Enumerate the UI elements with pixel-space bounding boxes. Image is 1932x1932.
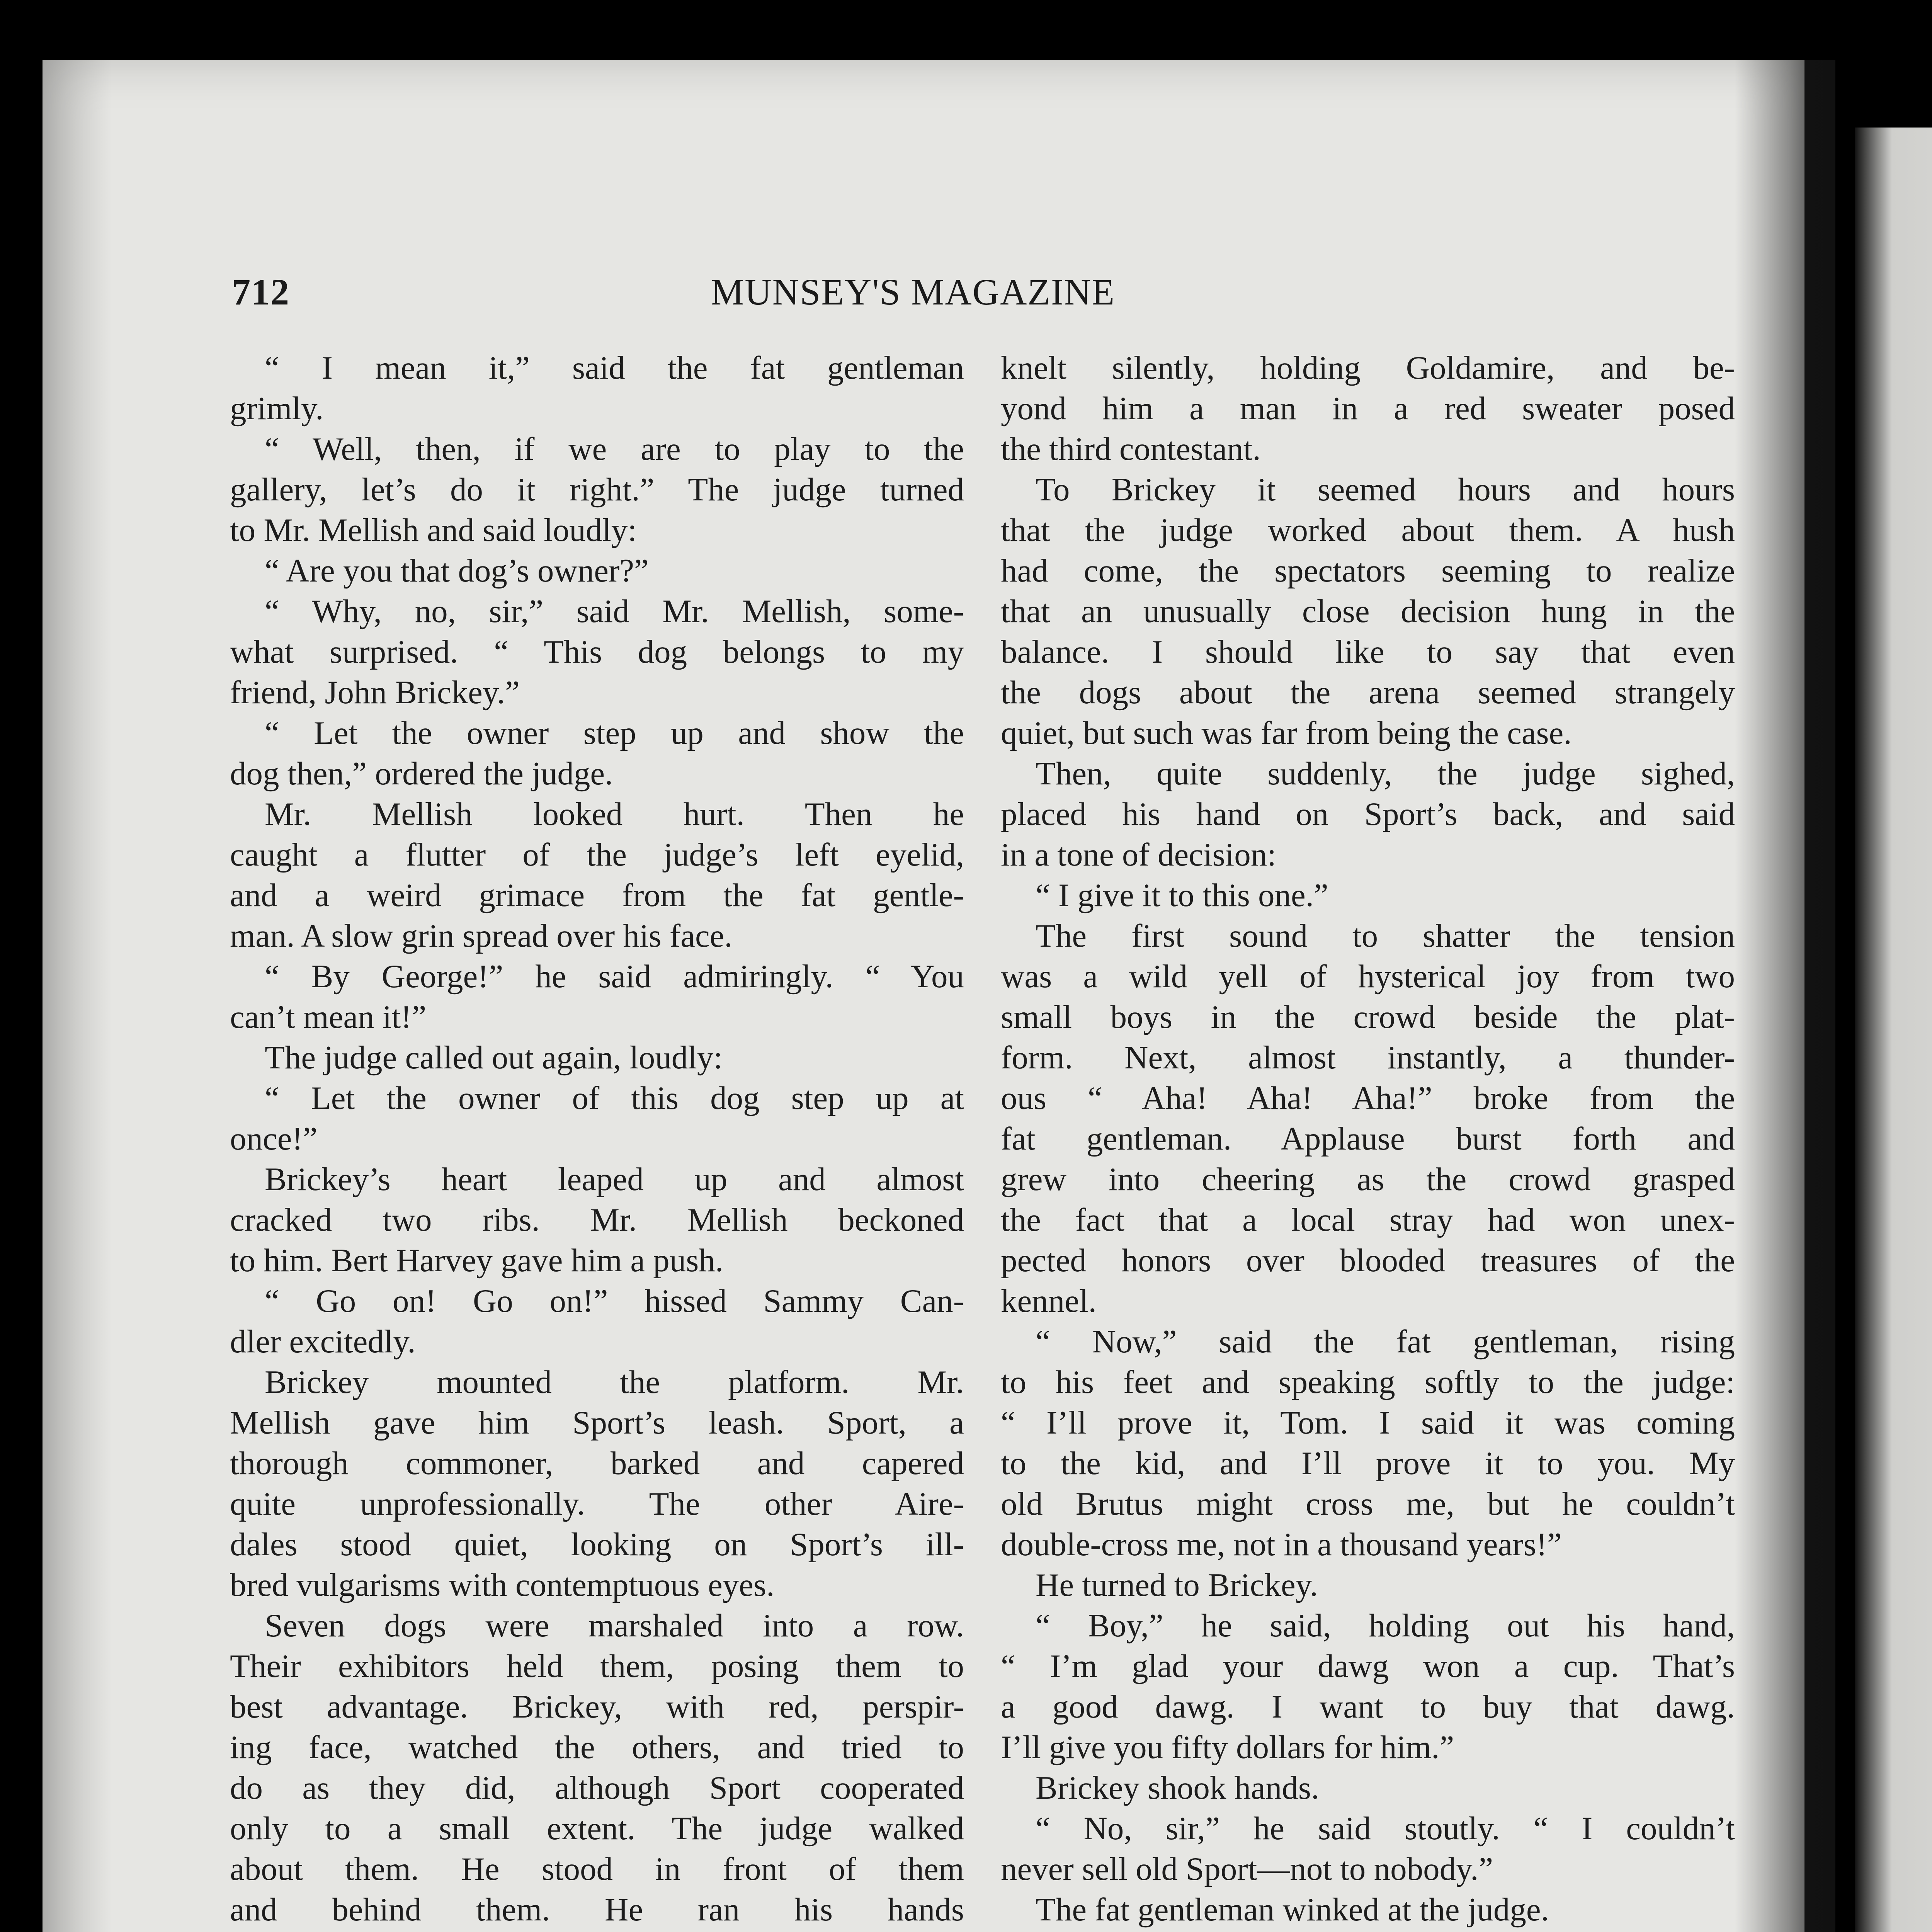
text-line: knelt silently, holding Goldamire, and be- — [1001, 350, 1735, 386]
text-line: can’t mean it!” — [230, 999, 427, 1035]
text-line: bred vulgarisms with contemptuous eyes. — [230, 1567, 775, 1603]
page-number: 712 — [232, 271, 290, 313]
text-line: “ I mean it,” said the fat gentleman — [265, 350, 964, 386]
text-line: never sell old Sport—not to nobody.” — [1001, 1851, 1493, 1887]
text-line: only to a small extent. The judge walked — [230, 1810, 964, 1847]
text-line: Their exhibitors held them, posing them to — [230, 1648, 964, 1684]
running-head: MUNSEY'S MAGAZINE — [711, 271, 1115, 313]
text-line: fat gentleman. Applause burst forth and — [1001, 1121, 1735, 1157]
text-line: The judge called out again, loudly: — [265, 1039, 723, 1076]
text-line: gallery, let’s do it right.” The judge turned — [230, 471, 964, 508]
text-line: and a weird grimace from the fat gentle- — [230, 877, 964, 913]
text-line: that the judge worked about them. A hush — [1001, 512, 1735, 548]
text-line: caught a flutter of the judge’s left eyelid, — [230, 837, 964, 873]
text-line: Mellish gave him Sport’s leash. Sport, a — [230, 1405, 964, 1441]
text-line: to Mr. Mellish and said loudly: — [230, 512, 637, 548]
text-line: The first sound to shatter the tension — [1036, 918, 1735, 954]
text-line: Mr. Mellish looked hurt. Then he — [265, 796, 964, 832]
text-line: the dogs about the arena seemed strangely — [1001, 674, 1735, 711]
text-line: had come, the spectators seeming to realize — [1001, 553, 1735, 589]
text-line: cracked two ribs. Mr. Mellish beckoned — [230, 1202, 964, 1238]
text-line: the fact that a local stray had won unex- — [1001, 1202, 1735, 1238]
text-line: form. Next, almost instantly, a thunder- — [1001, 1039, 1735, 1076]
text-column-right — [1001, 348, 1735, 1932]
text-line: grimly. — [230, 390, 324, 427]
text-line: ing face, watched the others, and tried to — [230, 1729, 964, 1765]
text-line: balance. I should like to say that even — [1001, 634, 1735, 670]
text-line: that an unusually close decision hung in the — [1001, 593, 1735, 629]
text-line: He turned to Brickey. — [1036, 1567, 1318, 1603]
text-line — [1001, 1930, 1735, 1932]
text-line: yond him a man in a red sweater posed — [1001, 390, 1735, 427]
text-line: “ No, sir,” he said stoutly. “ I couldn’t — [1036, 1810, 1735, 1847]
text-line: to the kid, and I’ll prove it to you. My — [1001, 1445, 1735, 1481]
text-line: quiet, but such was far from being the case. — [1001, 715, 1572, 751]
text-line: grew into cheering as the crowd grasped — [1001, 1161, 1735, 1197]
text-line: Brickey shook hands. — [1036, 1770, 1320, 1806]
text-line: quite unprofessionally. The other Aire- — [230, 1486, 964, 1522]
text-line: “ Go on! Go on!” hissed Sammy Can- — [265, 1283, 964, 1319]
text-line: “ Let the owner step up and show the — [265, 715, 964, 751]
text-line: dales stood quiet, looking on Sport’s ill- — [230, 1526, 964, 1563]
next-page-edge — [1855, 128, 1932, 1932]
text-line: placed his hand on Sport’s back, and said — [1001, 796, 1735, 832]
text-line: To Brickey it seemed hours and hours — [1036, 471, 1735, 508]
text-line: and behind them. He ran his hands — [230, 1891, 964, 1928]
text-line: “ Let the owner of this dog step up at — [265, 1080, 964, 1116]
text-line: what surprised. “ This dog belongs to my — [230, 634, 964, 670]
text-line: about them. He stood in front of them — [230, 1851, 964, 1887]
text-line: kennel. — [1001, 1283, 1097, 1319]
text-line: man. A slow grin spread over his face. — [230, 918, 733, 954]
text-line: to his feet and speaking softly to the judge: — [1001, 1364, 1735, 1400]
text-line: Then, quite suddenly, the judge sighed, — [1036, 755, 1735, 792]
text-line: “ Well, then, if we are to play to the — [265, 431, 964, 467]
page-edge-shade — [43, 60, 112, 1932]
text-line: The fat gentleman winked at the judge. — [1036, 1891, 1549, 1928]
text-line: “ I’m glad your dawg won a cup. That’s — [1001, 1648, 1735, 1684]
text-line: I’ll give you fifty dollars for him.” — [1001, 1729, 1454, 1765]
text-line: Seven dogs were marshaled into a row. — [265, 1607, 964, 1644]
gutter-shadow — [1735, 60, 1835, 1932]
text-line: “ Are you that dog’s owner?” — [265, 553, 649, 589]
text-line: best advantage. Brickey, with red, perspir- — [230, 1689, 964, 1725]
text-line: was a wild yell of hysterical joy from two — [1001, 958, 1735, 995]
text-line: old Brutus might cross me, but he couldn’t — [1001, 1486, 1735, 1522]
text-line: do as they did, although Sport cooperated — [230, 1770, 964, 1806]
text-line: “ I give it to this one.” — [1036, 877, 1328, 913]
text-line: “ By George!” he said admiringly. “ You — [265, 958, 964, 995]
text-line: Brickey’s heart leaped up and almost — [265, 1161, 964, 1197]
text-line: Brickey mounted the platform. Mr. — [265, 1364, 964, 1400]
text-line — [230, 1930, 964, 1932]
text-line: “ I’ll prove it, Tom. I said it was coming — [1001, 1405, 1735, 1441]
text-line: thorough commoner, barked and capered — [230, 1445, 964, 1481]
text-line: pected honors over blooded treasures of the — [1001, 1242, 1735, 1279]
text-line: a good dawg. I want to buy that dawg. — [1001, 1689, 1735, 1725]
text-line: to him. Bert Harvey gave him a push. — [230, 1242, 724, 1279]
text-line: once!” — [230, 1121, 318, 1157]
text-line: the third contestant. — [1001, 431, 1261, 467]
text-line: in a tone of decision: — [1001, 837, 1276, 873]
text-line: “ Boy,” he said, holding out his hand, — [1036, 1607, 1735, 1644]
text-line: friend, John Brickey.” — [230, 674, 520, 711]
text-line: dler excitedly. — [230, 1323, 416, 1360]
text-line: “ Now,” said the fat gentleman, rising — [1036, 1323, 1735, 1360]
text-line: double-cross me, not in a thousand years!” — [1001, 1526, 1562, 1563]
text-line: ous “ Aha! Aha! Aha!” broke from the — [1001, 1080, 1735, 1116]
text-column-left — [230, 348, 964, 1932]
text-line: dog then,” ordered the judge. — [230, 755, 613, 792]
text-line: “ Why, no, sir,” said Mr. Mellish, some- — [265, 593, 964, 629]
text-line: small boys in the crowd beside the plat- — [1001, 999, 1735, 1035]
